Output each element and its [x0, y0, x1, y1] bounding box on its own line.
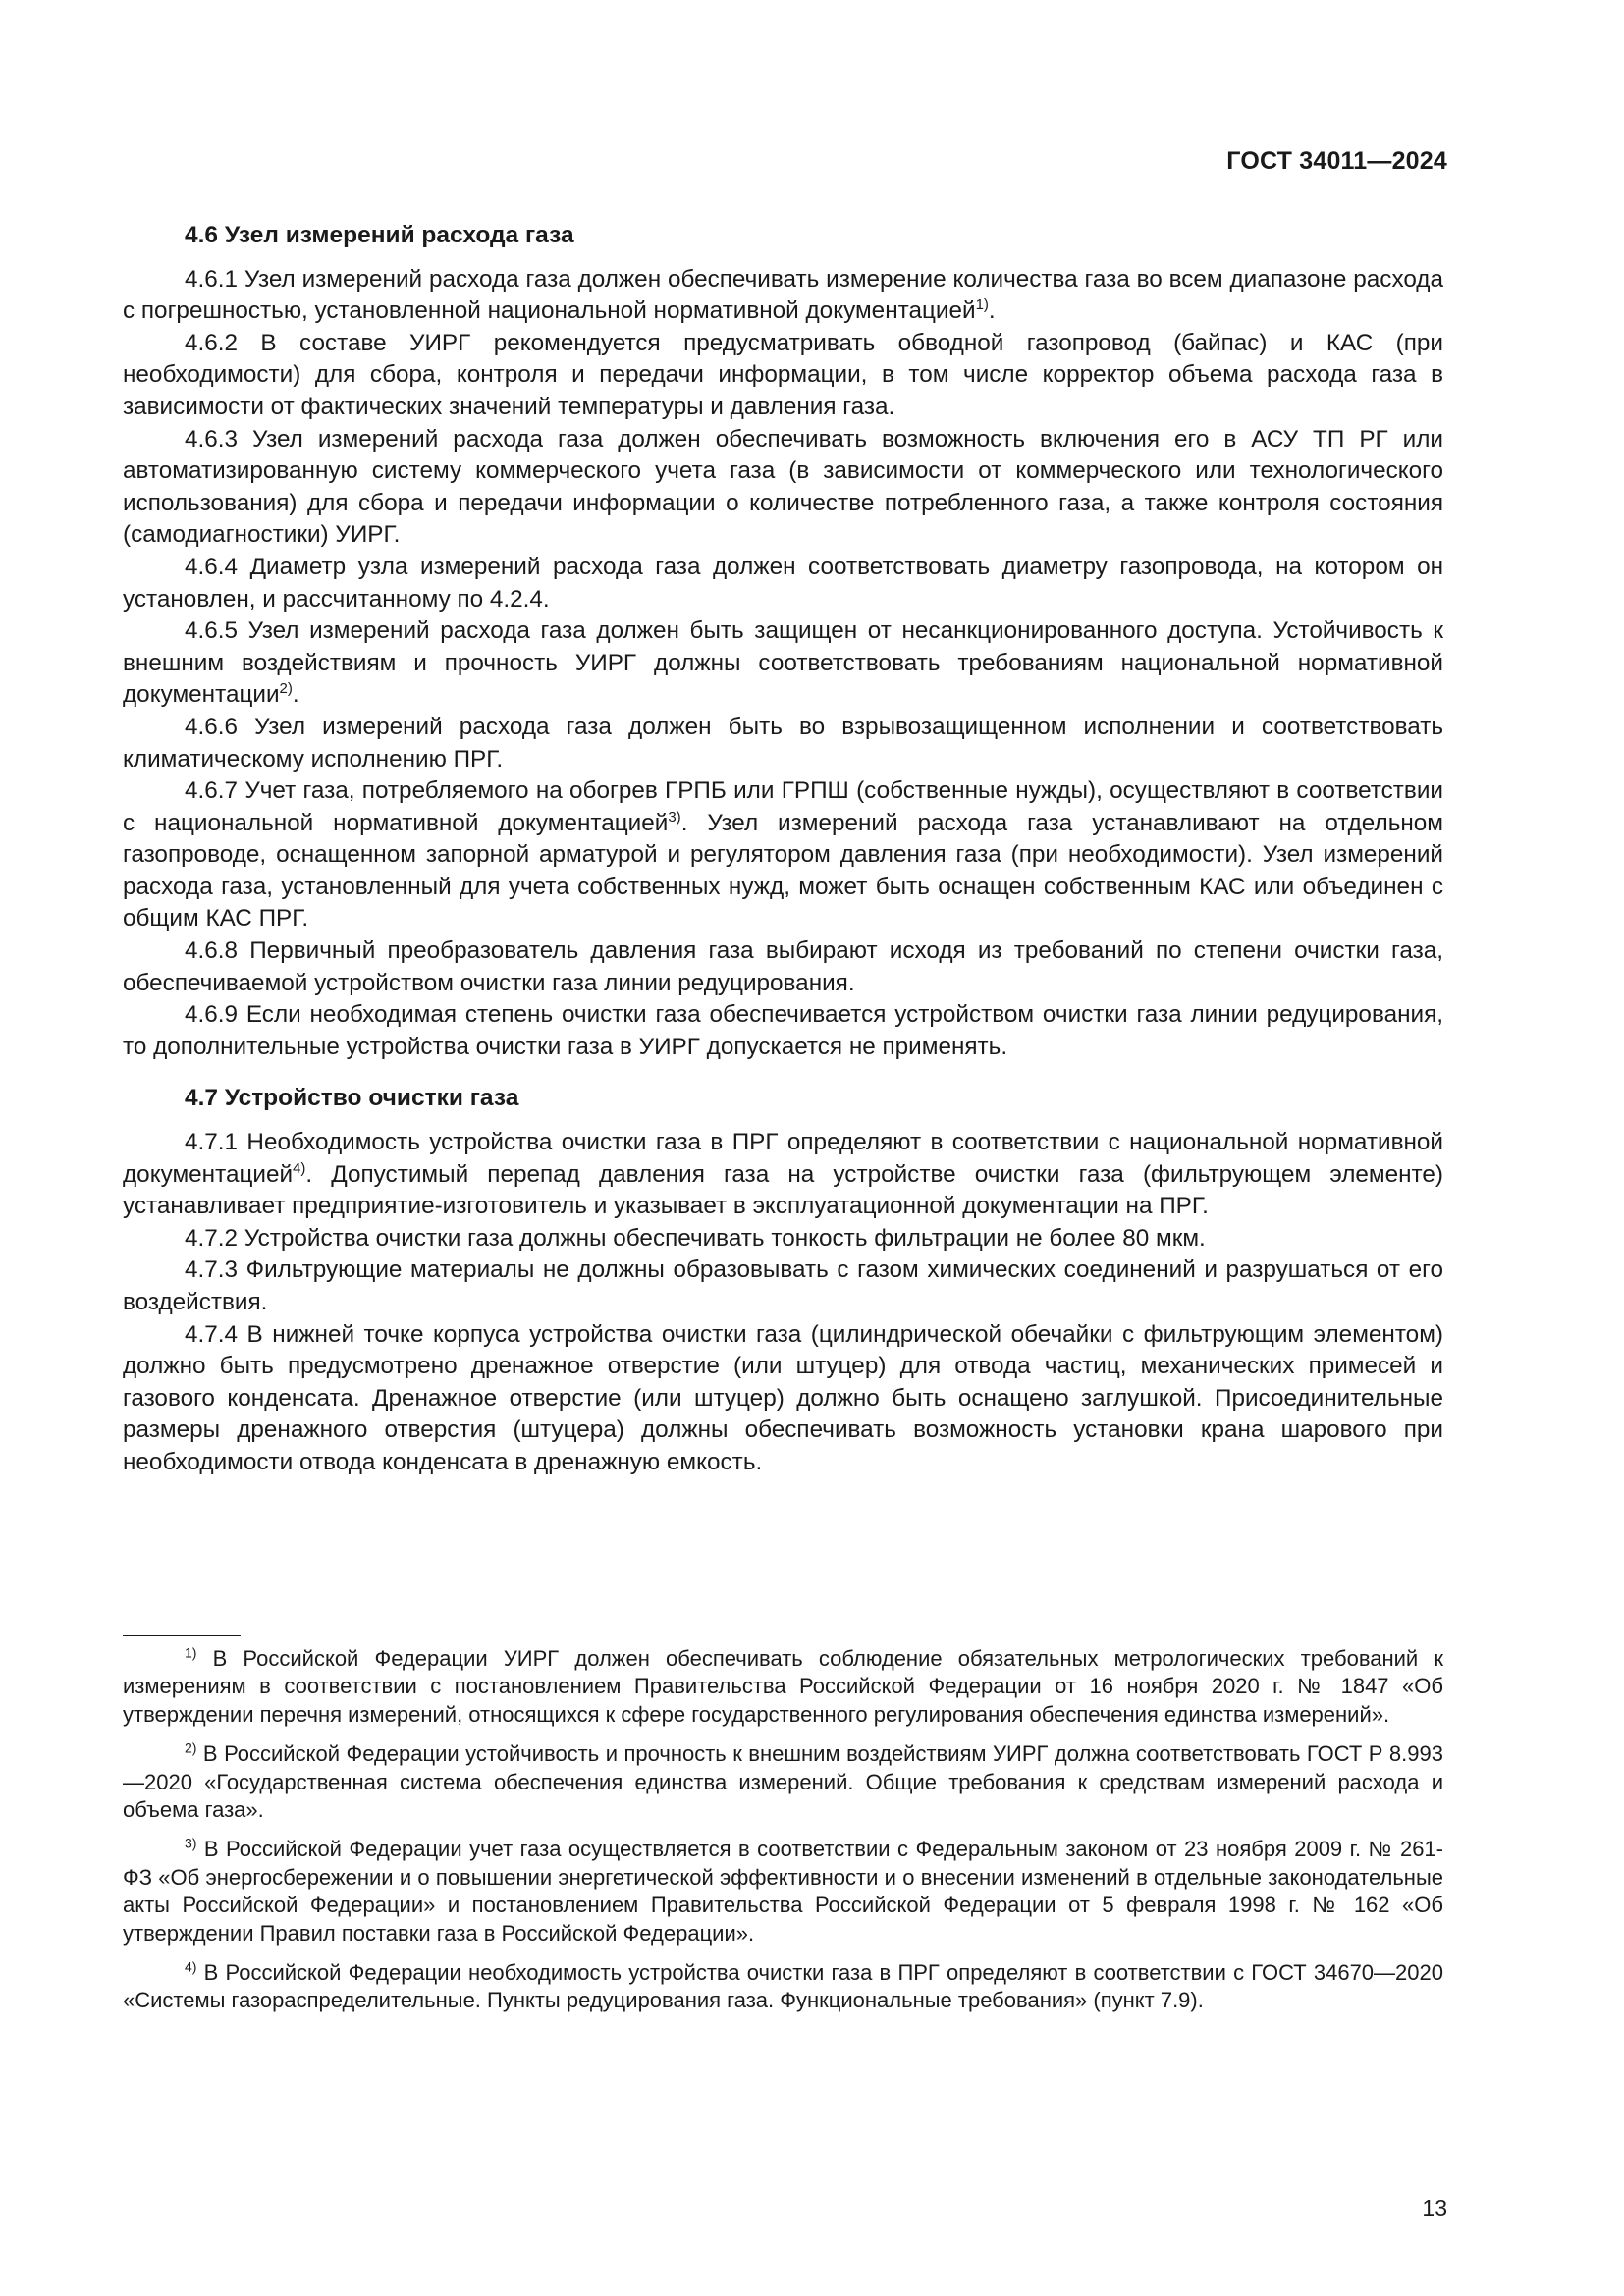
paragraph-4-6-7: [123, 775, 1443, 935]
paragraph-4-6-3: 4.6.3 Узел измерений расхода газа должен обеспечивать возможность включения его в АСУ ТП РГ или автоматизированную систему коммерческого учета газа (в зависимости от коммерческого или технологического использования) для сбора и передачи информации о количестве потребленного газа, а также контроля состояния (самодиагностики) УИРГ.: [123, 425, 1443, 549]
footnote-mark: 3): [185, 1836, 197, 1852]
paragraph-text: .: [988, 297, 996, 325]
paragraph-text: 4.6.1 Узел измерений расхода газа должен обеспечивать измерение количества газа во всем диапазоне расхода с погрешностью, установленной национальной нормативной документацией: [123, 265, 1443, 325]
paragraph-4-6-6: 4.6.6 Узел измерений расхода газа должен быть во взрывозащищенном исполнении и соответствовать климатическому исполнению ПРГ.: [123, 713, 1443, 773]
footnote-3: [123, 1836, 1443, 1948]
paragraph-4-6-4: 4.6.4 Диаметр узла измерений расхода газа должен соответствовать диаметру газопровода, на котором он установлен, и рассчитанному по 4.2.4.: [123, 553, 1443, 613]
paragraph-4-7-3: 4.7.3 Фильтрующие материалы не должны образовывать с газом химических соединений и разрушаться от его воздействия.: [123, 1256, 1443, 1315]
footnote-ref-2[interactable]: 2): [279, 680, 293, 698]
footnote-text: В Российской Федерации устойчивость и прочность к внешним воздействиям УИРГ должна соответствовать ГОСТ Р 8.993—2020 «Государственная система обеспечения единства измерений. Общие требования к средствам измерений расхода и объема газа».: [123, 1741, 1443, 1823]
paragraph-text: . Допустимый перепад давления газа на устройстве очистки газа (фильтрующем элементе) устанавливает предприятие-изготовитель и указывает в эксплуатационной документации на ПРГ.: [123, 1160, 1443, 1220]
footnote-ref-3[interactable]: 3): [668, 808, 681, 826]
paragraph-4-6-5: [123, 615, 1443, 712]
paragraph-text: 4.6.5 Узел измерений расхода газа должен быть защищен от несанкционированного доступа. Устойчивость к внешним воздействиям и прочность УИРГ должны соответствовать требованиям национальной нормативной документации: [123, 617, 1443, 709]
footnote-mark: 1): [185, 1644, 197, 1661]
paragraph-4-6-9: 4.6.9 Если необходимая степень очистки газа обеспечивается устройством очистки газа линии редуцирования, то дополнительные устройства очистки газа в УИРГ допускается не применять.: [123, 1001, 1443, 1060]
paragraph-text: 4.6.7 Учет газа, потребляемого на обогрев ГРПБ или ГРПШ (собственные нужды), осуществляют в соответствии с национальной нормативной документацией: [123, 777, 1443, 836]
footnotes-block: [123, 1645, 1443, 2027]
paragraph-text: . Узел измерений расхода газа устанавливают на отдельном газопроводе, оснащенном запорной арматурой и регулятором давления газа (при необходимости). Узел измерений расхода газа, установленный для учета собственных нужд, может быть оснащен собственным КАС или объединен с общим КАС ПРГ.: [123, 809, 1443, 933]
paragraph-4-6-1: [123, 264, 1443, 328]
footnote-text: В Российской Федерации необходимость устройства очистки газа в ПРГ определяют в соответствии с ГОСТ 34670—2020 «Системы газораспределительные. Пункты редуцирования газа. Функциональные требования» (пункт 7.9).: [123, 1960, 1443, 2013]
paragraph-4-7-4: 4.7.4 В нижней точке корпуса устройства очистки газа (цилиндрической обечайки с фильтрующим элементом) должно быть предусмотрено дренажное отверстие (или штуцер) для отвода частиц, механических примесей и газового конденсата. Дренажное отверстие (или штуцер) должно быть оснащено заглушкой. Присоединительные размеры дренажного отверстия (штуцера) должны обеспечивать возможность установки крана шарового при необходимости отвода конденсата в дренажную емкость.: [123, 1320, 1443, 1475]
footnote-ref-1[interactable]: 1): [975, 296, 989, 314]
document-id-header: ГОСТ 34011—2024: [1226, 147, 1447, 175]
footnote-1: [123, 1645, 1443, 1729]
section-title-4-6: 4.6 Узел измерений расхода газа: [185, 222, 574, 248]
footnote-ref-4[interactable]: 4): [293, 1159, 306, 1177]
footnote-2: [123, 1740, 1443, 1824]
footnote-divider: [123, 1635, 241, 1636]
section-title-4-7: 4.7 Устройство очистки газа: [185, 1085, 519, 1112]
footnote-mark: 2): [185, 1739, 197, 1756]
footnote-text: В Российской Федерации учет газа осуществляется в соответствии с Федеральным законом от 23 ноября 2009 г. № 261-ФЗ «Об энергосбережении и о повышении энергетической эффективности и о внесении изменений в отдельные законодательные акты Российской Федерации» и постановлением Правительства Российской Федерации от 5 февраля 1998 г. № 162 «Об утверждении Правил поставки газа в Российской Федерации».: [123, 1837, 1443, 1946]
paragraph-text: 4.7.1 Необходимость устройства очистки газа в ПРГ определяют в соответствии с национальной нормативной документацией: [123, 1129, 1443, 1188]
footnote-4: [123, 1959, 1443, 2015]
paragraph-4-6-8: 4.6.8 Первичный преобразователь давления газа выбирают исходя из требований по степени очистки газа, обеспечиваемой устройством очистки газа линии редуцирования.: [123, 937, 1443, 996]
footnote-mark: 4): [185, 1958, 197, 1975]
paragraph-4-7-2: 4.7.2 Устройства очистки газа должны обеспечивать тонкость фильтрации не более 80 мкм.: [185, 1224, 1206, 1252]
page-number: 13: [1422, 2195, 1447, 2220]
paragraph-4-7-1: [123, 1127, 1443, 1223]
paragraph-4-6-2: 4.6.2 В составе УИРГ рекомендуется предусматривать обводной газопровод (байпас) и КАС (при необходимости) для сбора, контроля и передачи информации, в том числе корректор объема расхода газа в зависимости от фактических значений температуры и давления газа.: [123, 329, 1443, 420]
main-content: [123, 220, 1443, 1479]
footnote-text: В Российской Федерации УИРГ должен обеспечивать соблюдение обязательных метрологических требований к измерениям в соответствии с постановлением Правительства Российской Федерации от 16 ноября 2020 г. № 1847 «Об утверждении перечня измерений, относящихся к сфере государственного регулирования обеспечения единства измерений».: [123, 1646, 1443, 1727]
paragraph-text: .: [292, 681, 299, 709]
